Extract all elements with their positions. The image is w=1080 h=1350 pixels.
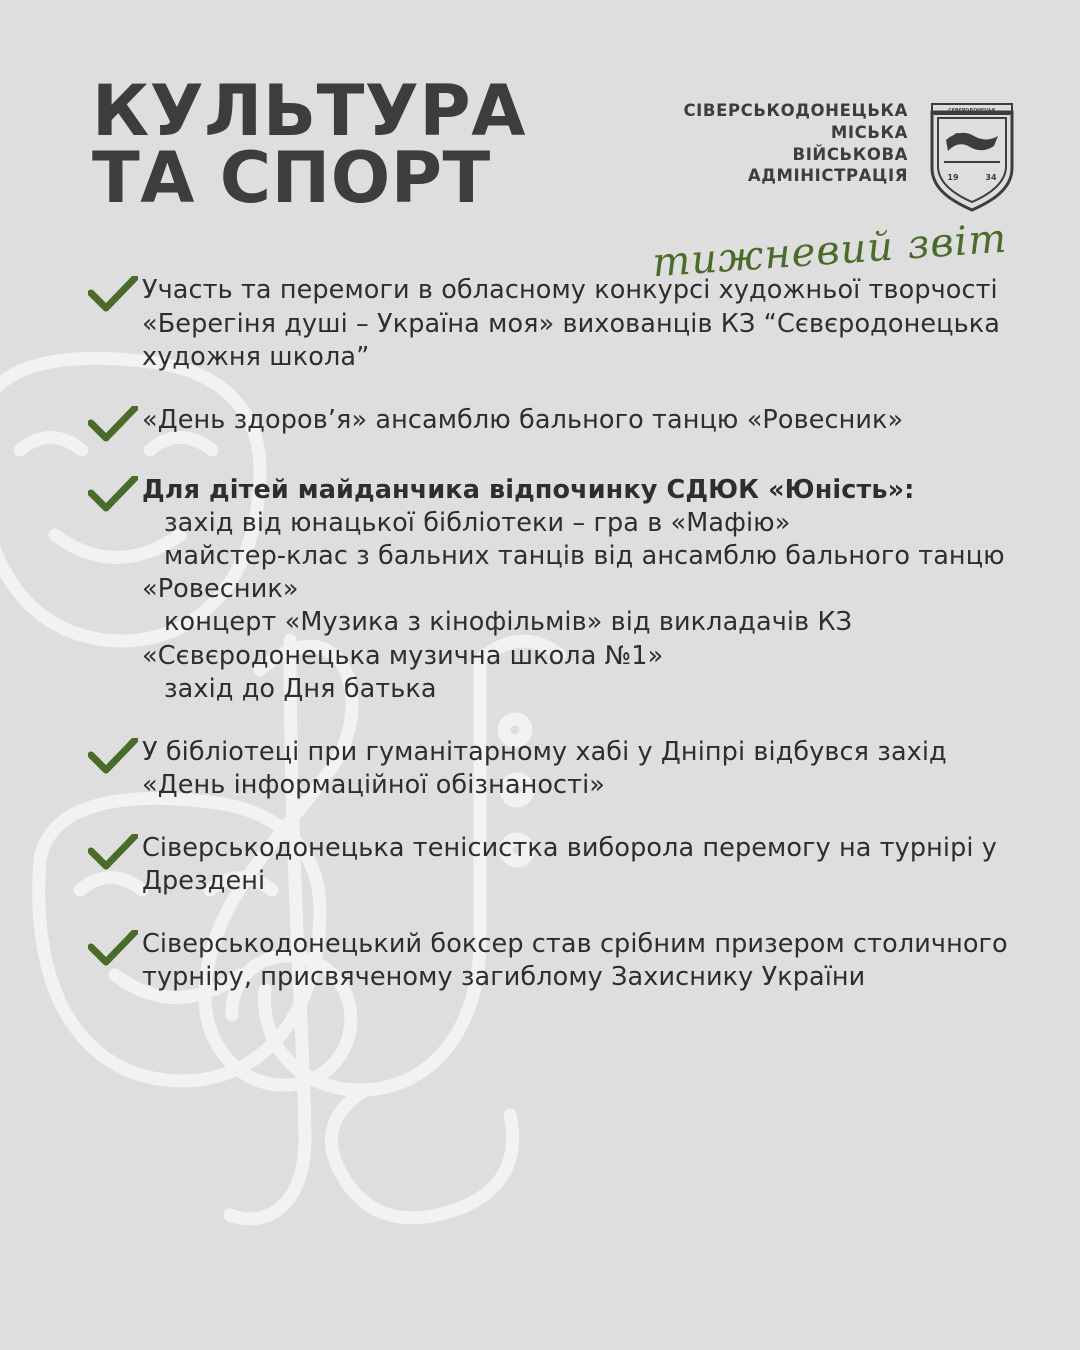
org-line-3: ВІЙСЬКОВА <box>792 144 908 164</box>
list-item-text: Сіверськодонецька тенісистка виборола перемогу на турнірі у Дрездені <box>142 833 997 897</box>
list-item <box>88 404 1010 444</box>
script-subtitle: тижневий звіт <box>651 215 1010 287</box>
list-item-subtext: захід до Дня батька <box>164 673 437 704</box>
list-item-group <box>142 474 1010 706</box>
check-icon <box>88 834 142 872</box>
list-item <box>88 928 1010 994</box>
page-title-line-2: ТА СПОРТ <box>92 137 491 220</box>
page-header <box>0 0 1080 220</box>
city-crest-icon <box>924 100 1020 212</box>
list-item <box>88 736 1010 802</box>
svg-text:19: 19 <box>947 173 959 182</box>
title-block <box>92 70 526 220</box>
list-item <box>88 832 1010 898</box>
page-title <box>92 70 526 220</box>
list-item-text: У бібліотеці при гуманітарному хабі у Дніпрі відбувся захід «День інформаційної обізнаності» <box>142 736 947 800</box>
list-item-heading: Для дітей майданчика відпочинку СДЮК «Юність»: <box>142 474 915 505</box>
org-line-1: СІВЕРСЬКОДОНЕЦЬКА <box>683 101 908 120</box>
check-icon <box>88 930 142 968</box>
check-icon <box>88 476 142 514</box>
list-item <box>88 474 1010 706</box>
check-icon <box>88 738 142 776</box>
org-line-2: МІСЬКА <box>830 122 908 142</box>
report-list <box>0 212 1080 994</box>
list-item-text: «День здоров’я» ансамблю бального танцю «Ровесник» <box>142 404 904 435</box>
check-icon <box>88 276 142 314</box>
page-title-line-1: КУЛЬТУРА <box>92 70 526 152</box>
org-line-4: АДМІНІСТРАЦІЯ <box>747 166 908 186</box>
list-item-text: Сіверськодонецький боксер став срібним призером столичного турніру, присвяченому загиблому Захиснику України <box>142 929 1008 993</box>
check-icon <box>88 406 142 444</box>
svg-text:34: 34 <box>985 173 997 182</box>
organization-brand <box>683 78 1020 212</box>
svg-text:СЄВЄРОДОНЕЦЬК: СЄВЄРОДОНЕЦЬК <box>948 108 996 114</box>
list-item-subtext: майстер-клас з бальних танців від ансамблю бального танцю «Ровесник» <box>142 541 1005 605</box>
organization-name <box>683 100 908 187</box>
list-item-subtext: захід від юнацької бібліотеки – гра в «Мафію» <box>164 507 791 538</box>
list-item-text: Участь та перемоги в обласному конкурсі художньої творчості «Берегіня душі – Україна моя» вихованців КЗ “Сєвєродонецька художня школа” <box>142 275 1000 372</box>
list-item-subtext: концерт «Музика з кінофільмів» від викладачів КЗ «Сєвєродонецька музична школа №1» <box>142 607 853 671</box>
list-item <box>88 274 1010 373</box>
